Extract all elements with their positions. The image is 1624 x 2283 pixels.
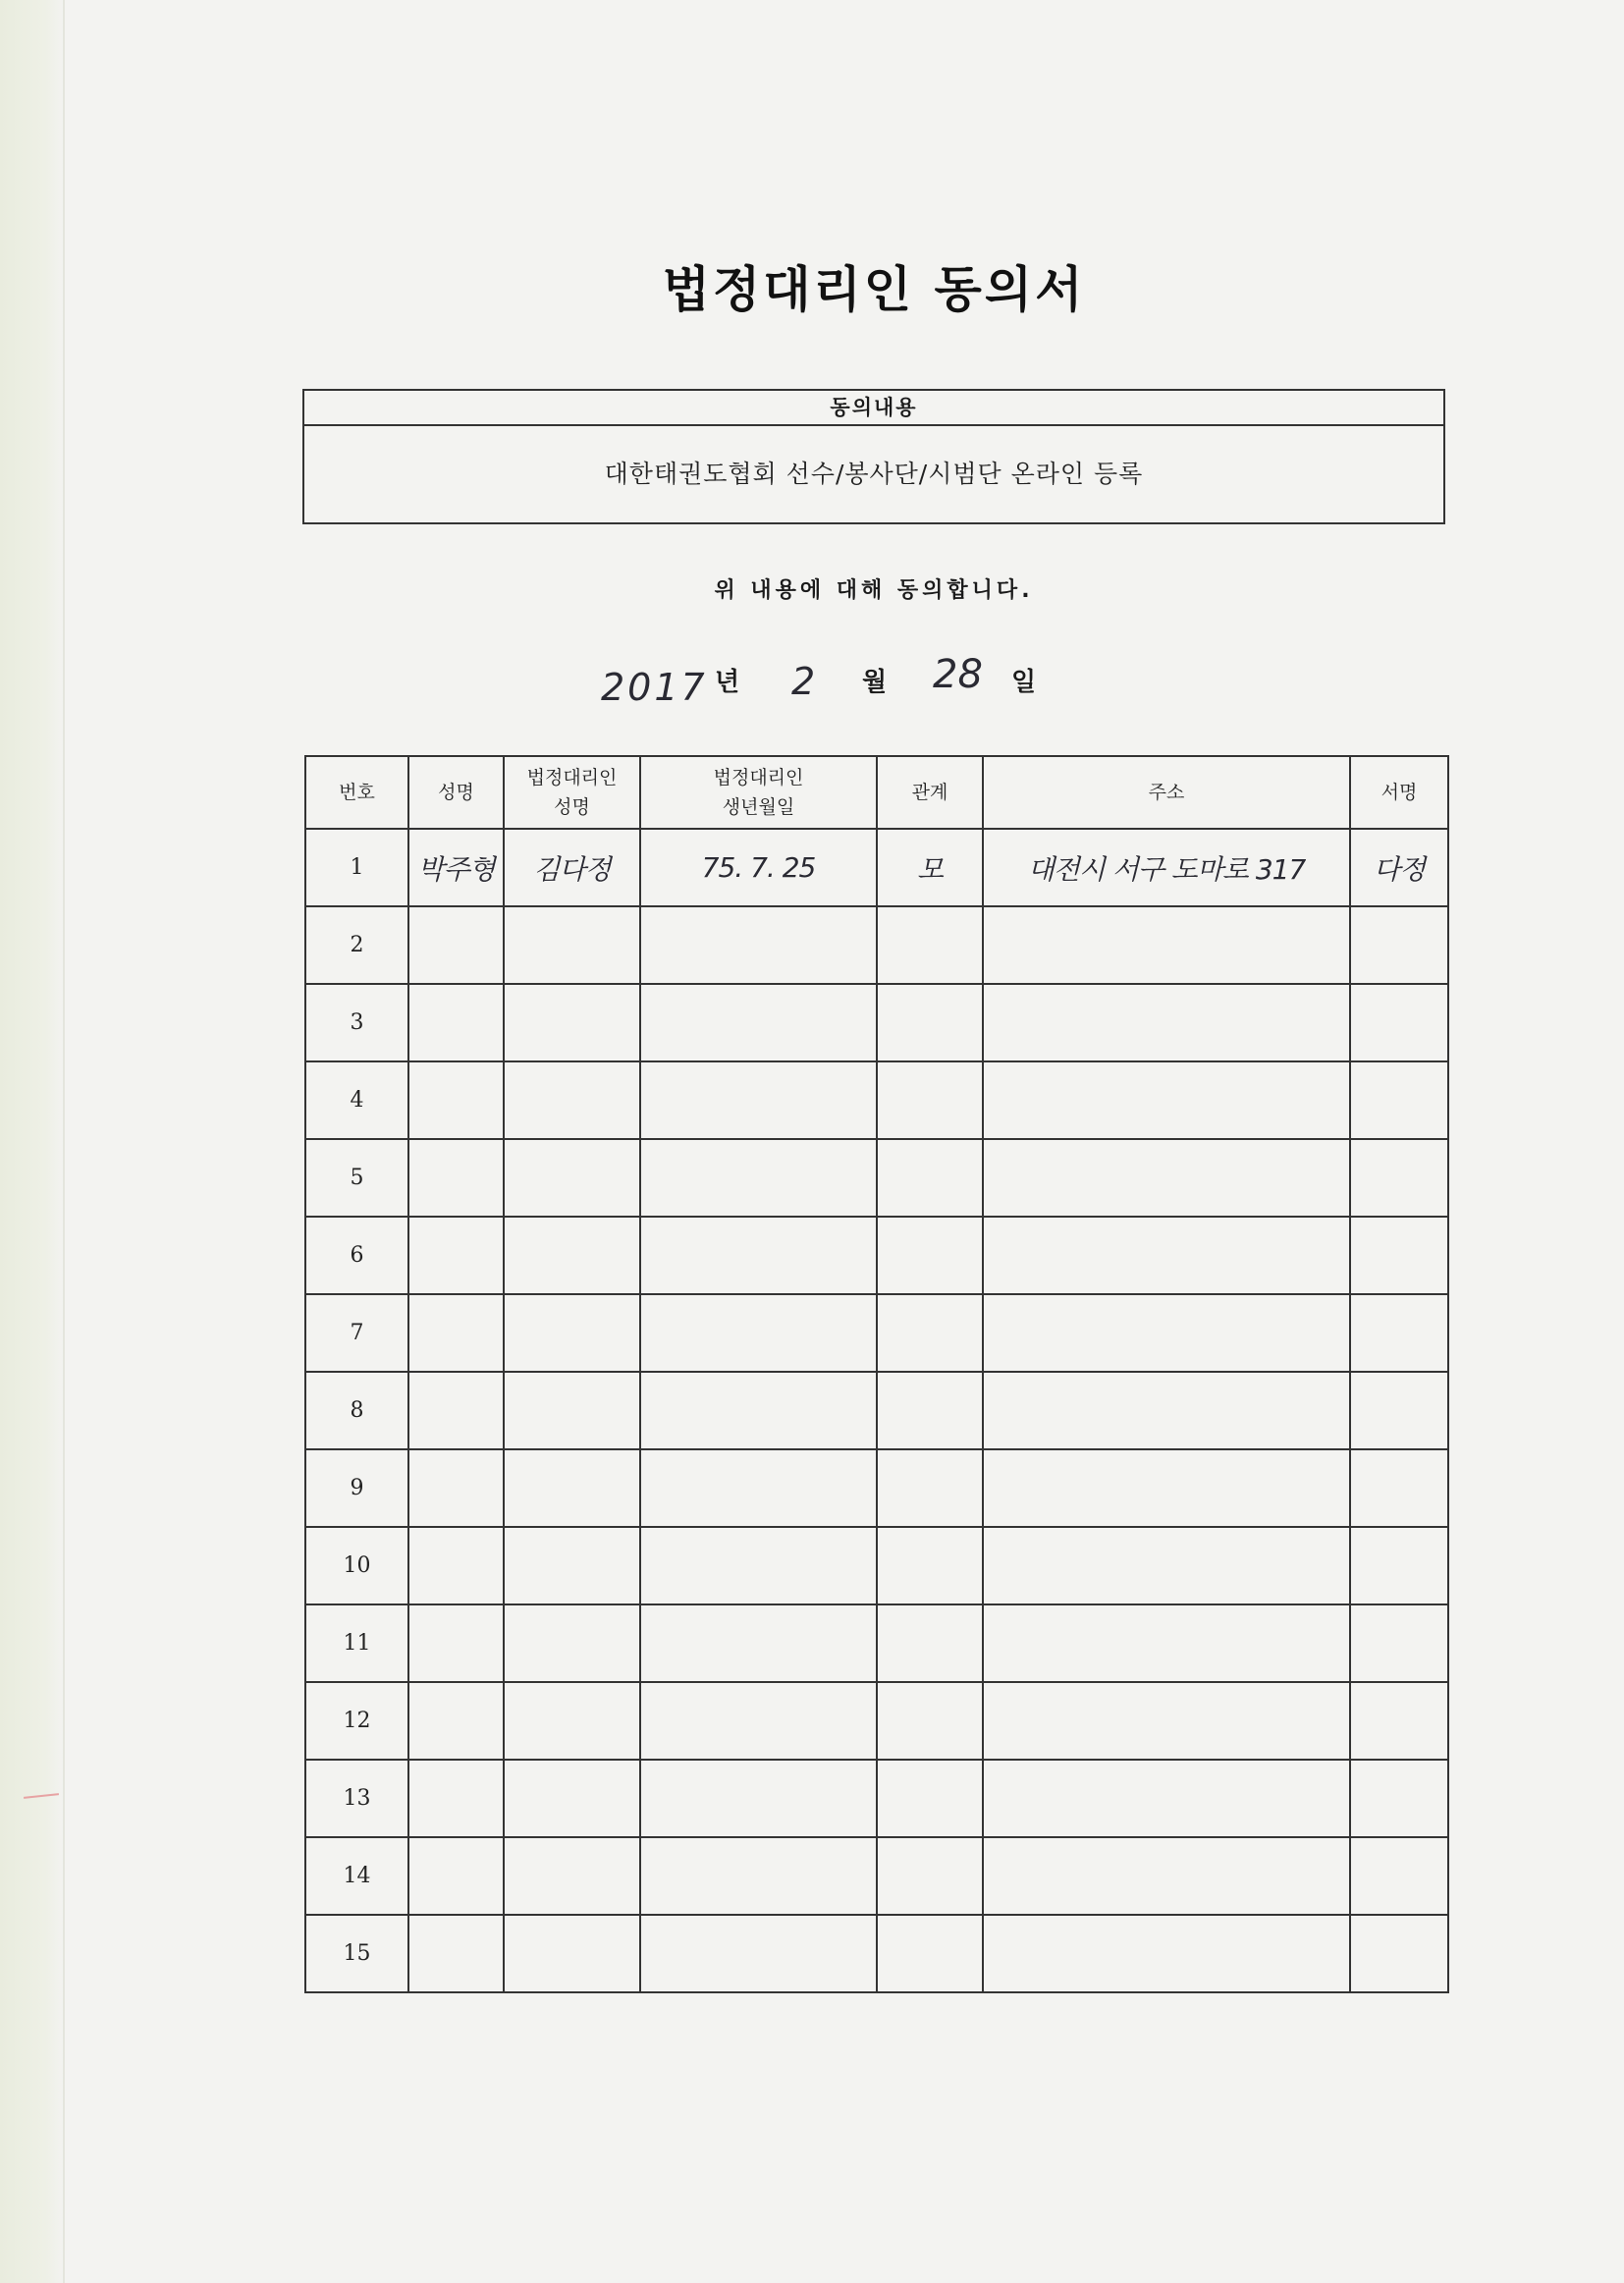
cell-name[interactable]	[408, 1449, 504, 1527]
table-row	[305, 1604, 1448, 1682]
table-row	[305, 1915, 1448, 1992]
cell-no: 2	[305, 906, 408, 984]
cell-relation[interactable]	[877, 906, 983, 984]
cell-signature[interactable]	[1350, 1527, 1448, 1604]
cell-no: 5	[305, 1139, 408, 1217]
table-row	[305, 1527, 1448, 1604]
cell-no: 13	[305, 1760, 408, 1837]
cell-address[interactable]	[983, 1682, 1350, 1760]
cell-guardian-name[interactable]	[504, 1527, 640, 1604]
cell-name[interactable]	[408, 1682, 504, 1760]
cell-guardian-name[interactable]	[504, 984, 640, 1061]
table-row	[305, 1139, 1448, 1217]
cell-guardian-birth[interactable]	[640, 1604, 877, 1682]
cell-guardian-name[interactable]	[504, 1915, 640, 1992]
cell-no: 10	[305, 1527, 408, 1604]
cell-guardian-birth[interactable]	[640, 1372, 877, 1449]
date-year-handwritten[interactable]: 2017	[601, 666, 708, 709]
cell-relation[interactable]	[877, 1139, 983, 1217]
document-title: 법정대리인 동의서	[662, 261, 1086, 318]
cell-no: 3	[305, 984, 408, 1061]
cell-name[interactable]	[408, 984, 504, 1061]
cell-address[interactable]: 대전시 서구 도마로 317	[983, 829, 1350, 906]
date-month-unit: 월	[862, 668, 888, 697]
cell-name[interactable]	[408, 1527, 504, 1604]
cell-guardian-birth[interactable]	[640, 1760, 877, 1837]
cell-signature[interactable]	[1350, 1915, 1448, 1992]
cell-address[interactable]	[983, 1760, 1350, 1837]
cell-guardian-name[interactable]	[504, 1294, 640, 1372]
cell-name[interactable]	[408, 1294, 504, 1372]
cell-guardian-name[interactable]	[504, 1449, 640, 1527]
cell-signature[interactable]	[1350, 1604, 1448, 1682]
cell-relation[interactable]	[877, 1372, 983, 1449]
cell-guardian-name[interactable]	[504, 1061, 640, 1139]
header-guardian-name-line2: 성명	[554, 796, 590, 818]
cell-no: 11	[305, 1604, 408, 1682]
cell-address[interactable]	[983, 1527, 1350, 1604]
table-row	[305, 1682, 1448, 1760]
date-day-unit: 일	[1011, 668, 1037, 697]
consent-header: 동의내용	[304, 391, 1443, 426]
header-address: 주소	[983, 756, 1350, 829]
cell-no: 9	[305, 1449, 408, 1527]
table-row	[305, 1372, 1448, 1449]
cell-relation[interactable]	[877, 1604, 983, 1682]
cell-address[interactable]	[983, 1915, 1350, 1992]
cell-address[interactable]	[983, 1294, 1350, 1372]
cell-no: 4	[305, 1061, 408, 1139]
header-guardian-birth-line2: 생년월일	[722, 796, 795, 818]
cell-guardian-birth[interactable]: 75. 7. 25	[640, 829, 877, 906]
cell-guardian-name[interactable]	[504, 906, 640, 984]
cell-address[interactable]	[983, 984, 1350, 1061]
header-name: 성명	[408, 756, 504, 829]
cell-guardian-birth[interactable]	[640, 1139, 877, 1217]
cell-signature[interactable]	[1350, 1760, 1448, 1837]
cell-guardian-name[interactable]	[504, 1604, 640, 1682]
table-row	[305, 1217, 1448, 1294]
cell-signature[interactable]	[1350, 1372, 1448, 1449]
cell-no: 12	[305, 1682, 408, 1760]
cell-relation[interactable]	[877, 1915, 983, 1992]
cell-name[interactable]	[408, 1061, 504, 1139]
cell-address[interactable]	[983, 1061, 1350, 1139]
cell-guardian-name[interactable]	[504, 1837, 640, 1915]
header-no: 번호	[305, 756, 408, 829]
cell-signature[interactable]	[1350, 984, 1448, 1061]
cell-relation[interactable]	[877, 1061, 983, 1139]
header-signature: 서명	[1350, 756, 1448, 829]
agree-statement: 위 내용에 대해 동의합니다.	[714, 578, 1034, 603]
cell-name[interactable]	[408, 1372, 504, 1449]
cell-signature[interactable]	[1350, 1061, 1448, 1139]
cell-signature[interactable]	[1350, 1139, 1448, 1217]
cell-guardian-name[interactable]	[504, 1217, 640, 1294]
header-guardian-name	[504, 756, 640, 829]
table-row	[305, 1760, 1448, 1837]
cell-guardian-birth[interactable]	[640, 1061, 877, 1139]
cell-address[interactable]	[983, 906, 1350, 984]
table-row	[305, 829, 1448, 906]
table-row	[305, 984, 1448, 1061]
cell-guardian-birth[interactable]	[640, 1449, 877, 1527]
cell-relation[interactable]: 모	[877, 829, 983, 906]
cell-no: 14	[305, 1837, 408, 1915]
cell-signature[interactable]	[1350, 1294, 1448, 1372]
cell-guardian-name[interactable]	[504, 1760, 640, 1837]
cell-no: 6	[305, 1217, 408, 1294]
cell-guardian-birth[interactable]	[640, 1837, 877, 1915]
table-header-row	[305, 756, 1448, 829]
consent-content: 대한태권도협회 선수/봉사단/시범단 온라인 등록	[604, 460, 1144, 488]
cell-no: 15	[305, 1915, 408, 1992]
table-row	[305, 906, 1448, 984]
cell-address[interactable]	[983, 1837, 1350, 1915]
date-day-handwritten[interactable]: 28	[933, 652, 983, 697]
cell-relation[interactable]	[877, 1294, 983, 1372]
cell-guardian-name[interactable]	[504, 1139, 640, 1217]
cell-relation[interactable]	[877, 1527, 983, 1604]
cell-signature[interactable]: 다정	[1350, 829, 1448, 906]
cell-guardian-birth[interactable]	[640, 906, 877, 984]
cell-relation[interactable]	[877, 1760, 983, 1837]
table-row	[305, 1061, 1448, 1139]
cell-relation[interactable]	[877, 1217, 983, 1294]
cell-address[interactable]	[983, 1604, 1350, 1682]
header-guardian-birth-line1: 법정대리인	[713, 767, 804, 788]
cell-name[interactable]	[408, 1837, 504, 1915]
cell-name[interactable]: 박주형	[408, 829, 504, 906]
date-month-handwritten[interactable]: 2	[791, 660, 816, 703]
cell-signature[interactable]	[1350, 1682, 1448, 1760]
cell-no: 1	[305, 829, 408, 906]
cell-address[interactable]	[983, 1372, 1350, 1449]
consent-box	[302, 389, 1445, 524]
cell-guardian-name[interactable]	[504, 1372, 640, 1449]
cell-signature[interactable]	[1350, 1449, 1448, 1527]
cell-guardian-birth[interactable]	[640, 1217, 877, 1294]
cell-guardian-birth[interactable]	[640, 1294, 877, 1372]
cell-name[interactable]	[408, 1139, 504, 1217]
cell-address[interactable]	[983, 1217, 1350, 1294]
cell-no: 8	[305, 1372, 408, 1449]
table-row	[305, 1449, 1448, 1527]
cell-guardian-birth[interactable]	[640, 1682, 877, 1760]
cell-relation[interactable]	[877, 984, 983, 1061]
cell-name[interactable]	[408, 906, 504, 984]
cell-signature[interactable]	[1350, 1217, 1448, 1294]
cell-relation[interactable]	[877, 1837, 983, 1915]
cell-address[interactable]	[983, 1449, 1350, 1527]
cell-guardian-birth[interactable]	[640, 1915, 877, 1992]
cell-address[interactable]	[983, 1139, 1350, 1217]
header-relation: 관계	[877, 756, 983, 829]
cell-name[interactable]	[408, 1915, 504, 1992]
cell-guardian-name[interactable]	[504, 1682, 640, 1760]
cell-name[interactable]	[408, 1604, 504, 1682]
cell-guardian-name[interactable]: 김다정	[504, 829, 640, 906]
cell-signature[interactable]	[1350, 906, 1448, 984]
cell-name[interactable]	[408, 1217, 504, 1294]
cell-relation[interactable]	[877, 1682, 983, 1760]
paper-edge-line	[63, 0, 65, 2283]
table-body	[305, 829, 1448, 1992]
cell-name[interactable]	[408, 1760, 504, 1837]
cell-signature[interactable]	[1350, 1837, 1448, 1915]
cell-guardian-birth[interactable]	[640, 984, 877, 1061]
guardian-table	[304, 755, 1449, 1993]
table-row	[305, 1294, 1448, 1372]
date-year-unit: 년	[715, 668, 740, 697]
date-row	[0, 648, 1624, 717]
paper-edge	[0, 0, 65, 2283]
header-guardian-name-line1: 법정대리인	[526, 767, 618, 788]
cell-guardian-birth[interactable]	[640, 1527, 877, 1604]
table-row	[305, 1837, 1448, 1915]
header-guardian-birth	[640, 756, 877, 829]
cell-relation[interactable]	[877, 1449, 983, 1527]
cell-no: 7	[305, 1294, 408, 1372]
